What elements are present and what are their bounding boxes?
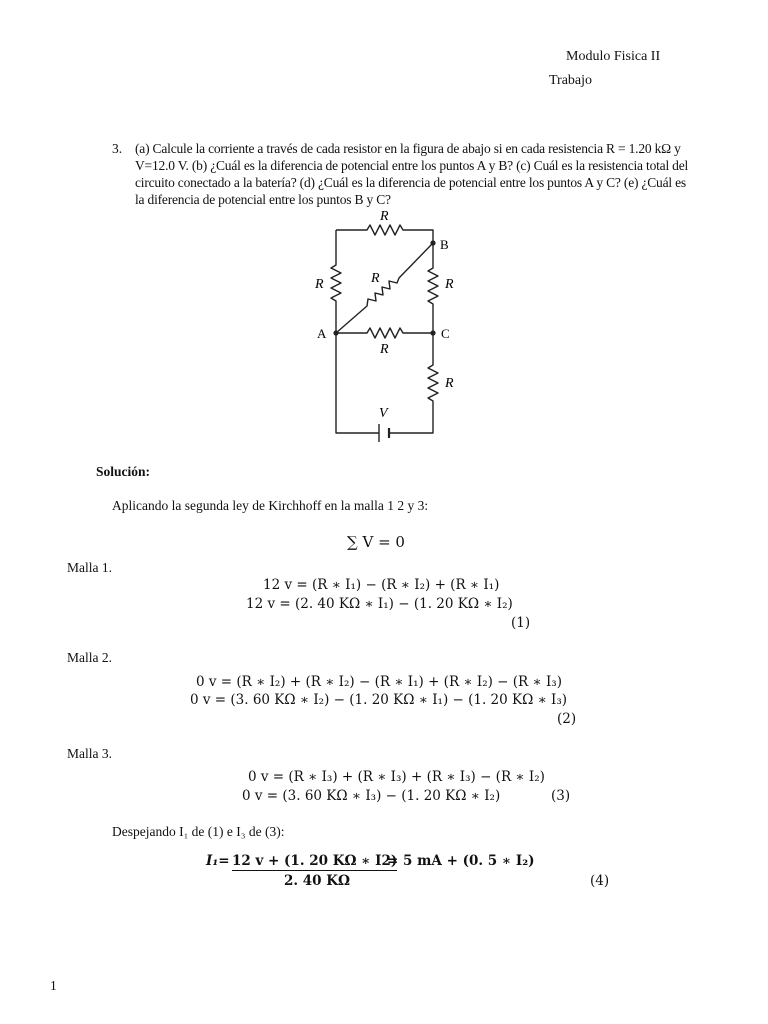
label-r-left: R [315, 277, 324, 292]
node-a-dot [333, 330, 338, 335]
malla2-eq2: 0 v = (3. 60 KΩ ∗ I₂) − (1. 20 KΩ ∗ I₁) − (1. 20 KΩ ∗ I₃) [190, 692, 568, 708]
malla3-num: (3) [551, 788, 571, 804]
malla1-eq2: 12 v = (2. 40 KΩ ∗ I₁) − (1. 20 KΩ ∗ I₂) [246, 596, 513, 612]
label-r-mid: R [380, 342, 389, 357]
header-course: Modulo Fisica II [566, 49, 661, 64]
node-b-dot [430, 240, 435, 245]
malla2-label: Malla 2. [67, 650, 112, 665]
eq4-result: = 5 mA + (0. 5 ∗ I₂) [387, 853, 535, 869]
malla3-eq2: 0 v = (3. 60 KΩ ∗ I₃) − (1. 20 KΩ ∗ I₂) [242, 788, 501, 804]
despejando-text: Despejando I₁ de (1) e I₃ de (3): [112, 824, 285, 839]
solution-title: Solución: [96, 464, 151, 479]
eq4-denominator: 2. 40 KΩ [284, 873, 351, 889]
label-node-a: A [317, 326, 327, 341]
page-number: 1 [50, 978, 57, 993]
problem-number: 3. [112, 141, 123, 156]
label-r-top: R [380, 209, 389, 224]
sum-equation: ∑ V = 0 [347, 533, 405, 551]
label-node-b: B [440, 237, 449, 252]
eq4-numerator: 12 v + (1. 20 KΩ ∗ I2) [232, 853, 398, 869]
malla1-eq1: 12 v = (R ∗ I₁) − (R ∗ I₂) + (R ∗ I₁) [263, 577, 500, 593]
eq4-num: (4) [590, 873, 610, 889]
problem-text: (a) Calcule la corriente a través de cada resistor en la figura de abajo si en cada resistencia R = 1.20 kΩ y V=12.0 V. (b) ¿Cuál es la diferencia de potencial entre los puntos A y B? (c) Cuál es la resistencia total del circuito conectado a la batería? (d) ¿Cuál es la diferencia de potencial entre los puntos A y C? (e) ¿Cuál es la diferencia de potencial entre los puntos B y C? [135, 141, 689, 207]
circuit-diagram [305, 205, 465, 450]
malla3-eq1: 0 v = (R ∗ I₃) + (R ∗ I₃) + (R ∗ I₃) − (R ∗ I₂) [248, 769, 545, 785]
malla1-num: (1) [511, 615, 531, 631]
label-v: V [379, 406, 388, 421]
label-r-diag: R [371, 271, 380, 286]
header-section: Trabajo [549, 73, 593, 88]
malla2-num: (2) [557, 711, 577, 727]
node-c-dot [430, 330, 435, 335]
malla2-eq1: 0 v = (R ∗ I₂) + (R ∗ I₂) − (R ∗ I₁) + (R ∗ I₂) − (R ∗ I₃) [196, 674, 562, 690]
label-r-lower: R [445, 376, 454, 391]
malla1-label: Malla 1. [67, 560, 112, 575]
label-r-right: R [445, 277, 454, 292]
malla3-label: Malla 3. [67, 746, 112, 761]
label-node-c: C [441, 326, 450, 341]
eq4-lhs: I₁= [206, 853, 230, 869]
solution-intro: Aplicando la segunda ley de Kirchhoff en la malla 1 2 y 3: [112, 498, 429, 513]
